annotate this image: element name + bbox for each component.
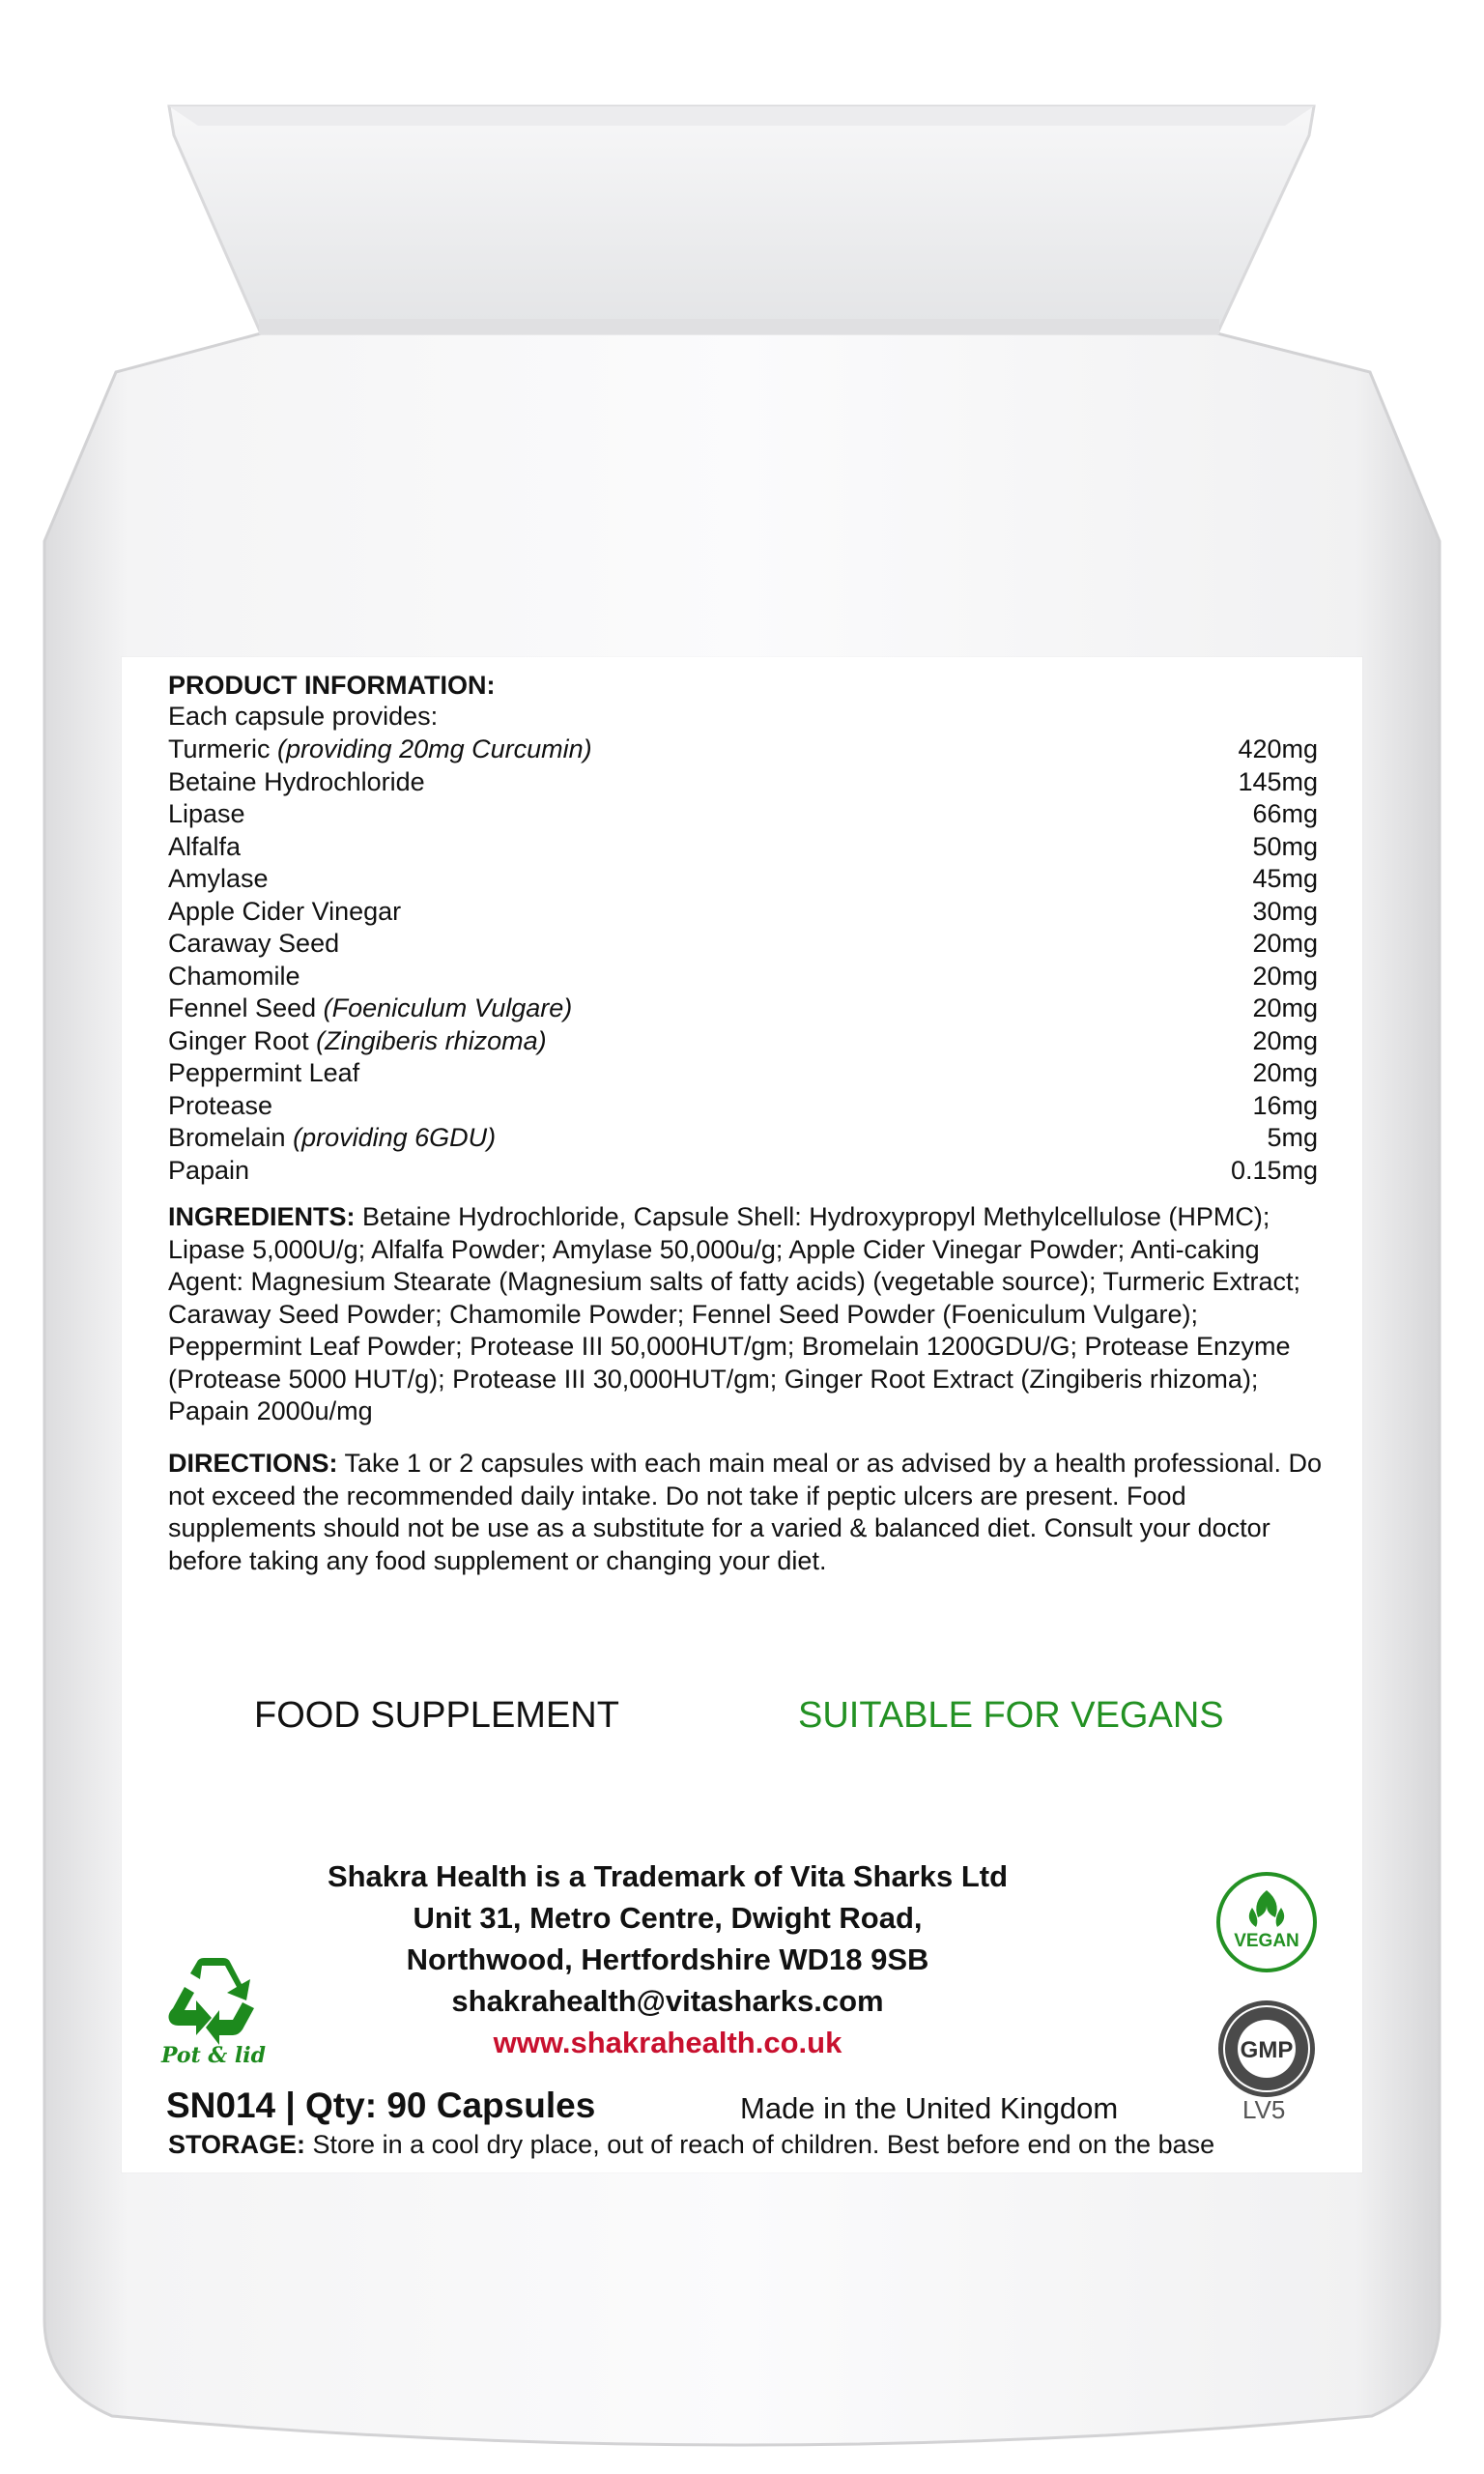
ingredient-amount: 45mg: [1252, 864, 1318, 894]
nutrition-row: [168, 1155, 1318, 1188]
ingredient-name: Alfalfa: [168, 831, 242, 861]
ingredient-name: Papain: [168, 1155, 250, 1185]
ingredient-amount: 145mg: [1238, 766, 1318, 796]
company-info: [315, 1856, 1020, 2063]
nutrition-row: [168, 1057, 1318, 1090]
ingredient-name-cell: [168, 1122, 496, 1154]
ingredient-amount: 420mg: [1238, 734, 1318, 764]
ingredient-name-cell: [168, 766, 425, 798]
storage-text: Store in a cool dry place, out of reach of children. Best before end on the base: [312, 2130, 1215, 2159]
ingredient-name-cell: [168, 961, 300, 992]
ingredient-name-cell: [168, 896, 401, 928]
ingredient-name: Protease: [168, 1090, 273, 1120]
ingredient-name-cell: [168, 1090, 272, 1122]
ingredient-name-cell: [168, 863, 269, 895]
made-in-text: Made in the United Kingdom: [740, 2091, 1119, 2125]
ingredient-name-cell: [168, 798, 245, 830]
nutrition-table: [168, 734, 1318, 1187]
ingredient-name: Ginger Root: [168, 1025, 309, 1055]
product-information-title: PRODUCT INFORMATION:: [168, 671, 496, 700]
nutrition-row: [168, 766, 1318, 799]
nutrition-row: [168, 1025, 1318, 1058]
ingredient-name: Amylase: [168, 864, 269, 894]
nutrition-row: [168, 734, 1318, 766]
ingredient-name: Bromelain: [168, 1123, 286, 1153]
label-version: LV5: [1242, 2095, 1286, 2124]
storage-label: STORAGE:: [168, 2130, 306, 2159]
ingredient-name-cell: [168, 734, 592, 765]
ingredient-name: Fennel Seed: [168, 993, 317, 1023]
ingredient-note: (Foeniculum Vulgare): [323, 993, 573, 1023]
ingredient-amount: 20mg: [1252, 1058, 1318, 1088]
ingredient-amount: 5mg: [1267, 1123, 1318, 1153]
ingredients-text: Betaine Hydrochloride, Capsule Shell: Hydroxypropyl Methylcellulose (HPMC); Lipase 5,000U/g; Alfalfa Powder; Amylase 50,000u/g; Apple Cider Vinegar Powder; Anti-caking Agent: Magnesium Stearate (Magnesium salts of fatty acids) (vegetable source); Turmeric Extract; Caraway Seed Powder; Chamomile Powder; Fennel Seed Powder (Foeniculum Vulgare); Peppermint Leaf Powder; Protease III 50,000HUT/gm; Bromelain 1200GDU/G; Protease Enzyme (Protease 5000 HUT/g); Protease III 30,000HUT/gm; Ginger Root Extract (Zingiberis rhizoma); Papain 2000u/mg: [168, 1202, 1300, 1425]
ingredients-section: [168, 1201, 1323, 1428]
product-information-subtitle: Each capsule provides:: [168, 702, 439, 731]
ingredient-name-cell: [168, 928, 339, 960]
ingredient-name: Chamomile: [168, 961, 300, 991]
company-line2: Unit 31, Metro Centre, Dwight Road,: [413, 1901, 923, 1935]
ingredient-amount: 0.15mg: [1230, 1155, 1318, 1185]
ingredient-name: Apple Cider Vinegar: [168, 896, 402, 926]
sku-quantity: SN014 | Qty: 90 Capsules: [166, 2086, 596, 2125]
directions-section: [168, 1448, 1323, 1577]
vegan-badge-text: VEGAN: [1234, 1931, 1299, 1951]
ingredient-note: (providing 6GDU): [293, 1123, 497, 1153]
nutrition-row: [168, 863, 1318, 896]
ingredient-name-cell: [168, 831, 241, 863]
company-line3: Northwood, Hertfordshire WD18 9SB: [406, 1942, 929, 1976]
gmp-seal-icon: [1213, 1996, 1320, 2102]
suitable-for-vegans-text: SUITABLE FOR VEGANS: [798, 1695, 1224, 1736]
ingredient-name-cell: [168, 1155, 249, 1187]
ingredient-note: (providing 20mg Curcumin): [277, 734, 592, 764]
company-website: www.shakrahealth.co.uk: [493, 2026, 842, 2059]
nutrition-row: [168, 928, 1318, 961]
nutrition-row: [168, 992, 1318, 1025]
ingredient-amount: 16mg: [1252, 1090, 1318, 1120]
ingredient-name-cell: [168, 992, 572, 1024]
ingredient-note: (Zingiberis rhizoma): [316, 1025, 547, 1055]
recycle-badge: [160, 1958, 267, 2068]
nutrition-row: [168, 798, 1318, 831]
ingredient-name-cell: [168, 1057, 359, 1089]
ingredient-name: Peppermint Leaf: [168, 1058, 360, 1088]
bottle-lid: [169, 106, 1314, 333]
company-email: shakrahealth@vitasharks.com: [451, 1984, 884, 2018]
nutrition-row: [168, 961, 1318, 993]
company-line1: Shakra Health is a Trademark of Vita Sharks Ltd: [327, 1859, 1009, 1893]
ingredient-amount: 50mg: [1252, 831, 1318, 861]
vegan-leaf-icon: [1213, 1869, 1320, 1975]
ingredient-name: Lipase: [168, 799, 245, 829]
gmp-badge-text: GMP: [1240, 2037, 1294, 2063]
ingredient-name-cell: [168, 1025, 547, 1057]
nutrition-row: [168, 896, 1318, 929]
product-label: [122, 657, 1362, 2172]
ingredient-amount: 20mg: [1252, 961, 1318, 991]
ingredient-name: Caraway Seed: [168, 929, 340, 959]
ingredient-amount: 30mg: [1252, 896, 1318, 926]
ingredient-amount: 20mg: [1252, 1025, 1318, 1055]
ingredient-name: Turmeric: [168, 734, 271, 764]
ingredients-label: INGREDIENTS:: [168, 1202, 356, 1231]
storage-section: [168, 2130, 1214, 2160]
nutrition-row: [168, 831, 1318, 864]
nutrition-row: [168, 1090, 1318, 1123]
ingredient-amount: 20mg: [1252, 929, 1318, 959]
recycle-text: Pot & lid: [160, 2043, 267, 2068]
recycle-icon: [165, 1958, 262, 2045]
ingredient-amount: 20mg: [1252, 993, 1318, 1023]
food-supplement-text: FOOD SUPPLEMENT: [254, 1695, 619, 1736]
ingredient-name: Betaine Hydrochloride: [168, 766, 425, 796]
directions-text: Take 1 or 2 capsules with each main meal or as advised by a health professional. Do not exceed the recommended daily intake. Do not take if peptic ulcers are present. Food supplements should not be use as a substitute for a varied & balanced diet. Consult your doctor before taking any food supplement or changing your diet.: [168, 1449, 1323, 1575]
ingredient-amount: 66mg: [1252, 799, 1318, 829]
nutrition-row: [168, 1122, 1318, 1155]
directions-label: DIRECTIONS:: [168, 1449, 338, 1478]
